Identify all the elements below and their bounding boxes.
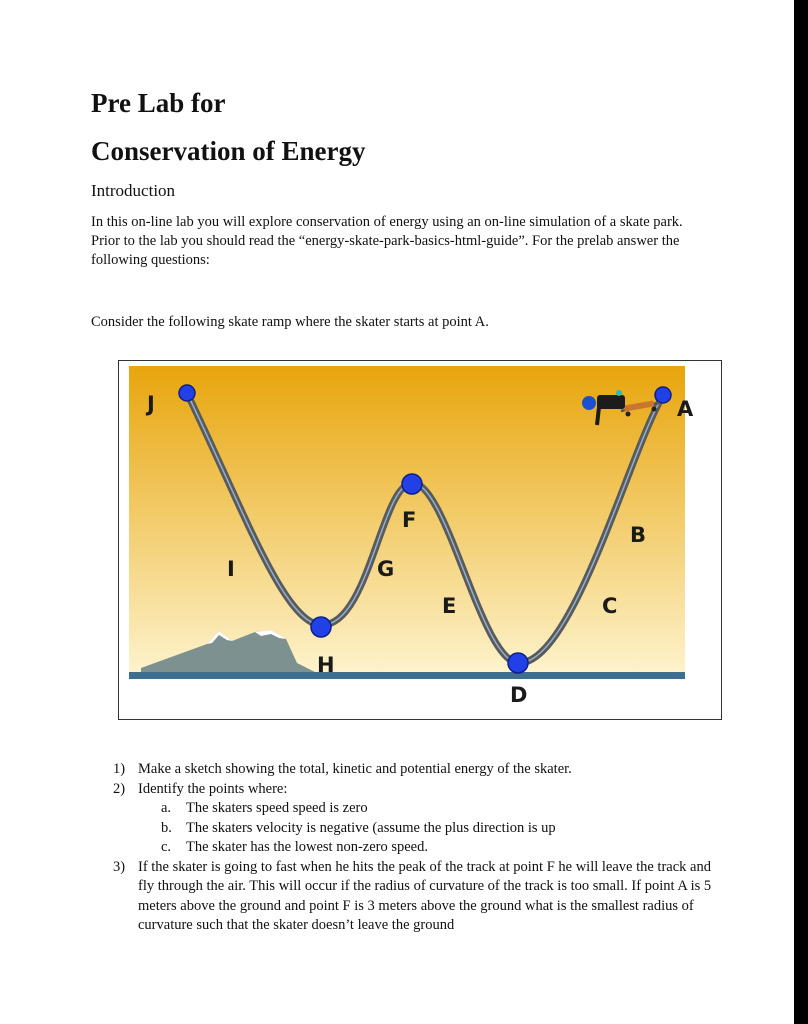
page-title-line1: Pre Lab for — [91, 88, 226, 118]
label-c: C — [602, 594, 618, 618]
sub-question-text: The skaters speed speed is zero — [186, 800, 368, 816]
skateboard-wheel-left — [626, 412, 631, 417]
question-text: If the skater is going to fast when he hits the peak of the track at point F he will leave the track and fly through the air. This will occur if the radius of curvature of the track is too small. If point A is 5 meters above the ground and point F is 3 meters above the ground what is the smallest radius of curvature such that the skater doesn’t leave the ground — [138, 858, 712, 933]
question-number: 2) — [113, 780, 126, 797]
label-g: G — [377, 557, 395, 581]
question-number: 3) — [113, 858, 126, 875]
sub-question-item — [113, 819, 713, 839]
track-node-d — [508, 653, 528, 673]
label-f: F — [402, 508, 417, 532]
label-i: I — [227, 557, 235, 581]
consider-text: Consider the following skate ramp where the skater starts at point A. — [91, 314, 489, 330]
question-text: Identify the points where: — [138, 780, 288, 797]
question-item — [113, 858, 713, 936]
track-node-f — [402, 474, 422, 494]
label-j: J — [147, 392, 155, 416]
skater-helmet — [582, 396, 596, 410]
skater-torso — [597, 395, 625, 409]
skater-glove — [616, 390, 622, 396]
sub-question-item — [113, 799, 713, 819]
page-title-line2: Conservation of Energy — [91, 136, 366, 166]
label-e: E — [442, 594, 457, 618]
skate-ramp-figure — [118, 360, 722, 720]
sub-question-item — [113, 838, 713, 858]
sub-question-list — [113, 799, 713, 858]
track-node-a — [655, 387, 671, 403]
skate-ramp-diagram — [119, 361, 723, 721]
sub-question-letter: c. — [161, 839, 172, 855]
question-number: 1) — [113, 761, 126, 777]
intro-paragraph: In this on-line lab you will explore conservation of energy using an on-line simulation of a skate park. Prior to the lab you should read the “energy-skate-park-basics-html-guide”. For the prelab answer the following questions: — [91, 214, 683, 268]
question-list — [113, 760, 713, 936]
label-d: D — [510, 683, 528, 707]
question-text: Make a sketch showing the total, kinetic and potential energy of the skater. — [138, 761, 572, 777]
sub-question-text: The skaters velocity is negative (assume the plus direction is up — [186, 819, 556, 836]
ground-line — [129, 672, 685, 679]
label-a: A — [677, 397, 694, 421]
label-b: B — [630, 523, 647, 547]
question-item — [113, 780, 713, 858]
label-h: H — [317, 653, 335, 677]
skater-arm — [597, 407, 599, 425]
introduction-heading: Introduction — [91, 181, 176, 200]
sub-question-text: The skater has the lowest non-zero speed. — [186, 839, 428, 855]
sub-question-letter: b. — [161, 819, 172, 836]
skateboard-wheel-right — [652, 407, 657, 412]
track-node-h — [311, 617, 331, 637]
track-node-j — [179, 385, 195, 401]
page-edge-bar — [794, 0, 808, 1024]
sub-question-letter: a. — [161, 800, 172, 816]
question-item — [113, 760, 713, 780]
